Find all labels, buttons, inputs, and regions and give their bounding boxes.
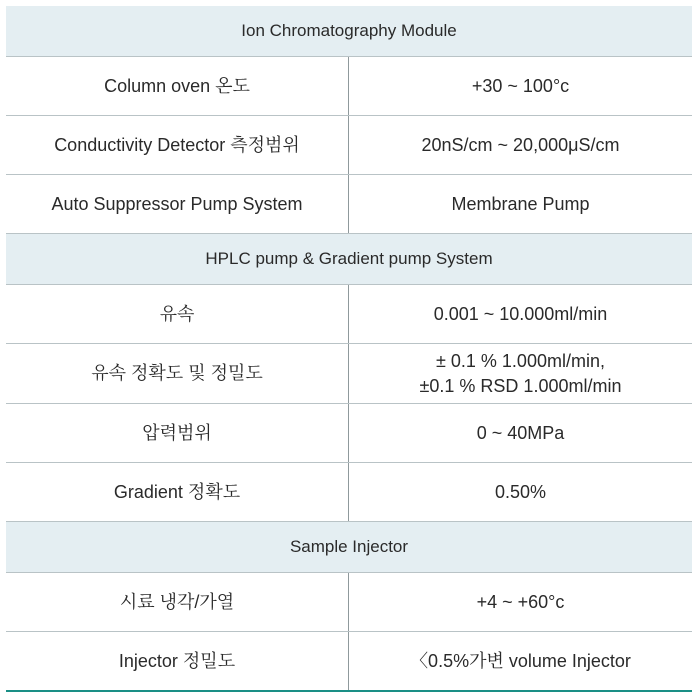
section-title: HPLC pump & Gradient pump System — [205, 249, 493, 268]
row-value-line-1: ± 0.1 % 1.000ml/min, — [436, 350, 605, 371]
row-label: Injector 정밀도 — [6, 632, 349, 690]
row-label: Conductivity Detector 측정범위 — [6, 116, 349, 174]
row-value — [349, 285, 692, 343]
row-value — [349, 57, 692, 115]
section-header-sample-injector — [6, 522, 692, 573]
table-row — [6, 175, 692, 234]
row-value — [349, 175, 692, 233]
table-row — [6, 404, 692, 463]
row-value — [349, 404, 692, 462]
table-row — [6, 573, 692, 632]
section-title: Ion Chromatography Module — [241, 21, 457, 40]
section-header-hplc-pump — [6, 234, 692, 285]
table-row — [6, 632, 692, 690]
section-header-ion-chromatography — [6, 6, 692, 57]
row-value-text: 0 ~ 40MPa — [476, 422, 565, 443]
row-value-text: 20nS/cm ~ 20,000μS/cm — [421, 134, 620, 155]
row-value — [349, 116, 692, 174]
row-label: 유속 정확도 및 정밀도 — [6, 344, 349, 403]
row-value-text: 0.50% — [494, 481, 547, 502]
section-title: Sample Injector — [289, 537, 409, 556]
row-value-text: +4 ~ +60°c — [476, 591, 565, 612]
row-label: Column oven 온도 — [6, 57, 349, 115]
row-value — [349, 344, 692, 403]
row-value-text: 0.001 ~ 10.000ml/min — [433, 303, 608, 324]
spec-table — [6, 6, 692, 692]
bottom-rule — [6, 690, 692, 692]
table-row — [6, 116, 692, 175]
row-label: 압력범위 — [6, 404, 349, 462]
table-row — [6, 285, 692, 344]
row-value-text: +30 ~ 100°c — [471, 75, 570, 96]
row-value-line-2: ±0.1 % RSD 1.000ml/min — [419, 375, 622, 396]
row-label: Auto Suppressor Pump System — [6, 175, 349, 233]
table-row — [6, 344, 692, 404]
row-value-text: 〈0.5%가변 volume Injector — [410, 650, 631, 671]
row-value — [349, 573, 692, 631]
row-label: 시료 냉각/가열 — [6, 573, 349, 631]
row-value — [349, 632, 692, 690]
row-label: Gradient 정확도 — [6, 463, 349, 521]
row-label: 유속 — [6, 285, 349, 343]
table-row — [6, 57, 692, 116]
table-row — [6, 463, 692, 522]
row-value — [349, 463, 692, 521]
row-value-text: Membrane Pump — [451, 193, 590, 214]
